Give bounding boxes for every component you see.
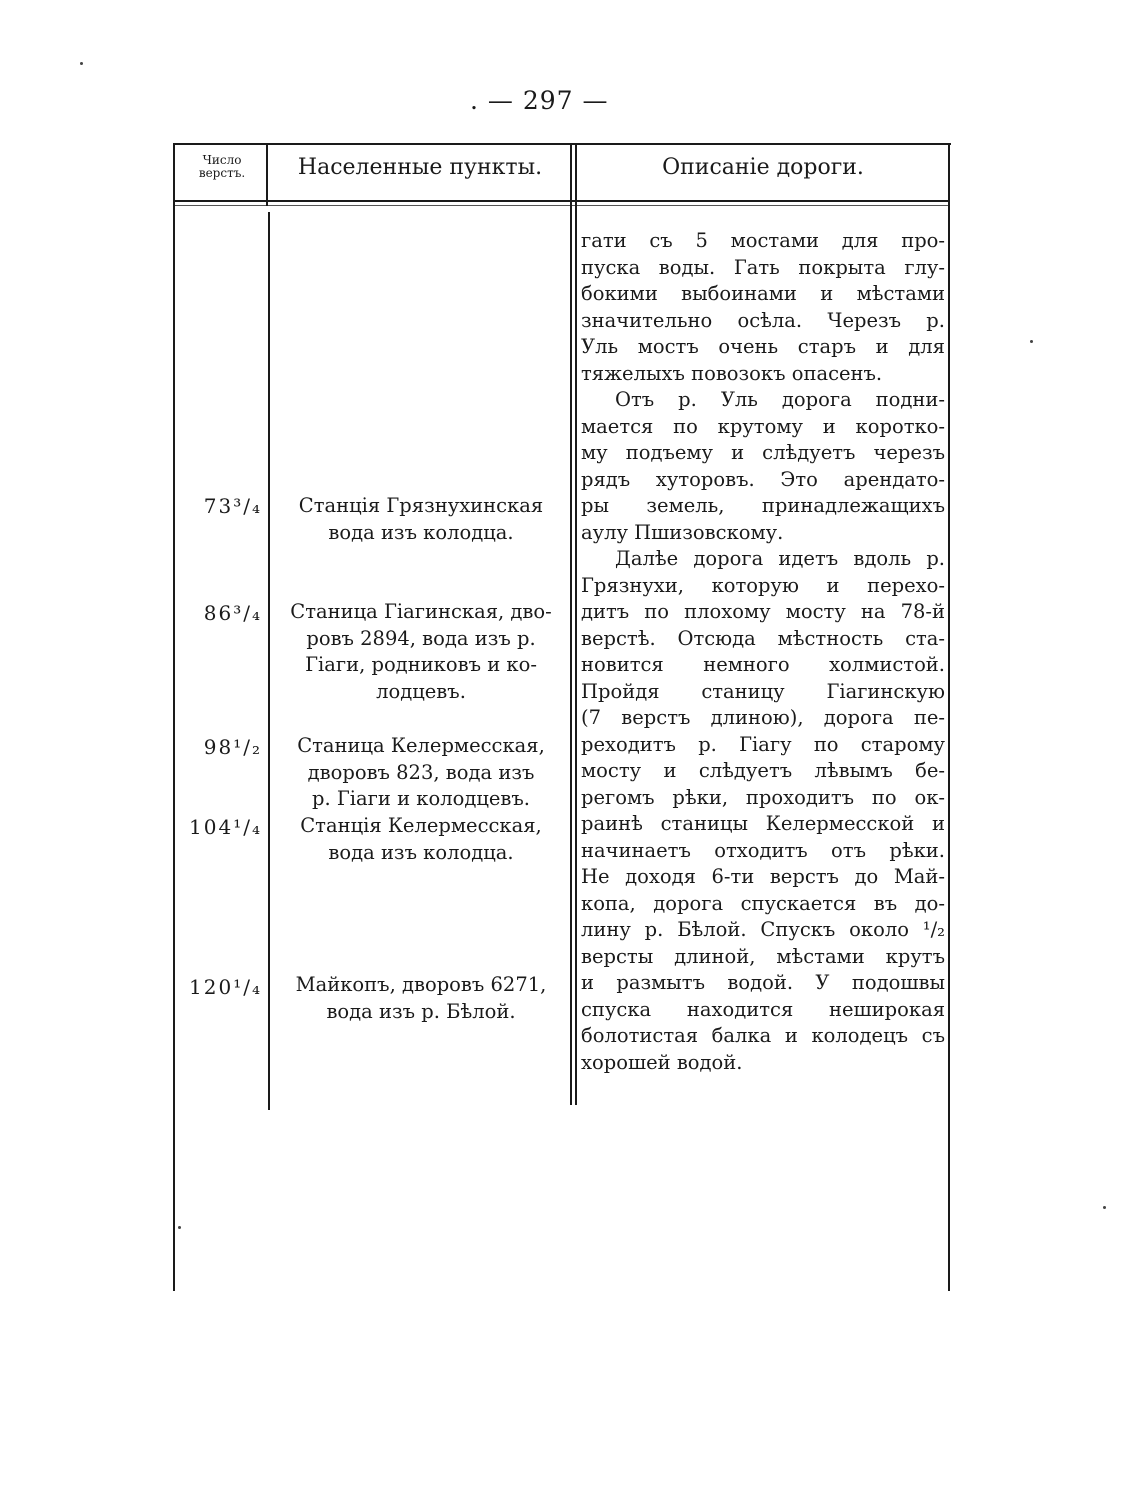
description-line: хорошей водой.: [581, 1050, 743, 1074]
scan-speck: [1103, 1206, 1106, 1209]
table-top-border: [173, 143, 951, 145]
description-paragraph: [581, 387, 945, 546]
description-line: Грязнухи, которую и перехо-: [581, 573, 945, 597]
description-line: версты длиной, мѣстами крутъ: [581, 944, 945, 968]
description-line: реходитъ р. Гіагу по старому: [581, 732, 945, 756]
description-line: раинѣ станицы Келермесской и: [581, 812, 945, 835]
road-description: [581, 228, 945, 1076]
place-line: вода изъ колодца.: [328, 520, 514, 544]
verst-value: 73³/₄: [203, 494, 262, 518]
place-line: Станица Гіагинская, дво-: [290, 600, 552, 623]
header-verst-line2: верстъ.: [198, 165, 246, 180]
description-line: болотистая балка и колодецъ съ: [581, 1024, 945, 1047]
column-rule-verst-left: [266, 143, 268, 206]
description-line: ры земель, принадлежащихъ: [581, 494, 945, 517]
place-line: лодцевъ.: [376, 679, 466, 703]
description-paragraph: [581, 228, 945, 387]
description-line: начинаетъ отходитъ отъ рѣки.: [581, 838, 945, 862]
place-entry: [280, 733, 562, 813]
place-line: дворовъ 823, вода изъ: [307, 760, 535, 784]
table-left-border: [173, 143, 175, 1291]
description-line: копа, дорога спускается въ до-: [581, 891, 945, 915]
description-line: лину р. Бѣлой. Спускъ около ¹/₂: [581, 918, 945, 941]
place-line: Майкопъ, дворовъ 6271,: [295, 973, 547, 996]
place-line: ровъ 2894, вода изъ р.: [306, 626, 536, 650]
description-line: и размытъ водой. У подошвы: [581, 971, 945, 994]
description-line: Не доходя 6-ти верстъ до Май-: [581, 865, 945, 888]
description-line: Отъ р. Уль дорога подни-: [615, 388, 945, 411]
place-line: Станція Грязнухинская: [298, 494, 544, 517]
verst-value: 86³/₄: [203, 601, 262, 625]
description-line: мосту и слѣдуетъ лѣвымъ бе-: [581, 759, 945, 782]
place-entry: [280, 813, 562, 866]
place-entry: [280, 972, 562, 1025]
header-verst: [178, 154, 266, 179]
description-line: аулу Пшизовскому.: [581, 520, 784, 544]
description-line: регомъ рѣки, проходитъ по ок-: [581, 785, 945, 809]
verst-value: 98¹/₂: [203, 735, 262, 759]
description-line: бокими выбоинами и мѣстами: [581, 282, 945, 305]
column-rule-verst: [268, 212, 270, 1110]
header-divider-2: [175, 205, 948, 206]
column-rule-desc-b: [575, 143, 577, 1105]
table-right-border: [948, 143, 950, 1291]
description-line: дитъ по плохому мосту на 78-й: [581, 600, 945, 623]
description-line: рядъ хуторовъ. Это арендато-: [581, 467, 945, 491]
column-rule-desc-a: [570, 143, 572, 1105]
place-entry: [280, 599, 562, 705]
place-line: р. Гіаги и колодцевъ.: [312, 787, 530, 810]
description-line: тяжелыхъ повозокъ опасенъ.: [581, 361, 883, 385]
header-verst-line1: Число: [202, 153, 242, 167]
header-places: Населенные пункты.: [297, 155, 543, 180]
description-line: верстѣ. Отсюда мѣстность ста-: [581, 626, 945, 650]
scan-speck: [178, 1226, 181, 1229]
place-line: Гіаги, родниковъ и ко-: [305, 653, 537, 676]
header-description: Описаніе дороги.: [662, 155, 864, 180]
place-line: Станція Келермесская,: [300, 814, 542, 837]
scan-speck: [80, 62, 83, 65]
description-line: Пройдя станицу Гіагинскую: [581, 679, 945, 703]
description-line: (7 верстъ длиною), дорога пе-: [581, 706, 945, 729]
description-line: пуска воды. Гать покрыта глу-: [581, 255, 945, 279]
description-line: мается по крутому и коротко-: [581, 414, 945, 438]
description-line: спуска находится неширокая: [581, 997, 945, 1021]
description-line: му подъему и слѣдуетъ черезъ: [581, 441, 945, 464]
description-line: Далѣе дорога идетъ вдоль р.: [615, 547, 945, 570]
description-line: новится немного холмистой.: [581, 653, 945, 676]
description-line: гати съ 5 мостами для про-: [581, 229, 945, 252]
place-line: Станица Келермесская,: [297, 734, 545, 757]
verst-value: 120¹/₄: [189, 975, 262, 999]
description-line: значительно осѣла. Черезъ р.: [581, 308, 945, 332]
description-paragraph: [581, 546, 945, 1076]
scan-speck: [1030, 340, 1033, 343]
verst-value: 104¹/₄: [189, 815, 262, 839]
place-line: вода изъ колодца.: [328, 840, 514, 864]
header-divider-1: [175, 200, 948, 202]
description-line: Уль мостъ очень старъ и для: [581, 335, 945, 358]
page-number: . — 297 —: [470, 86, 609, 115]
place-line: вода изъ р. Бѣлой.: [326, 999, 516, 1023]
place-entry: [280, 493, 562, 546]
